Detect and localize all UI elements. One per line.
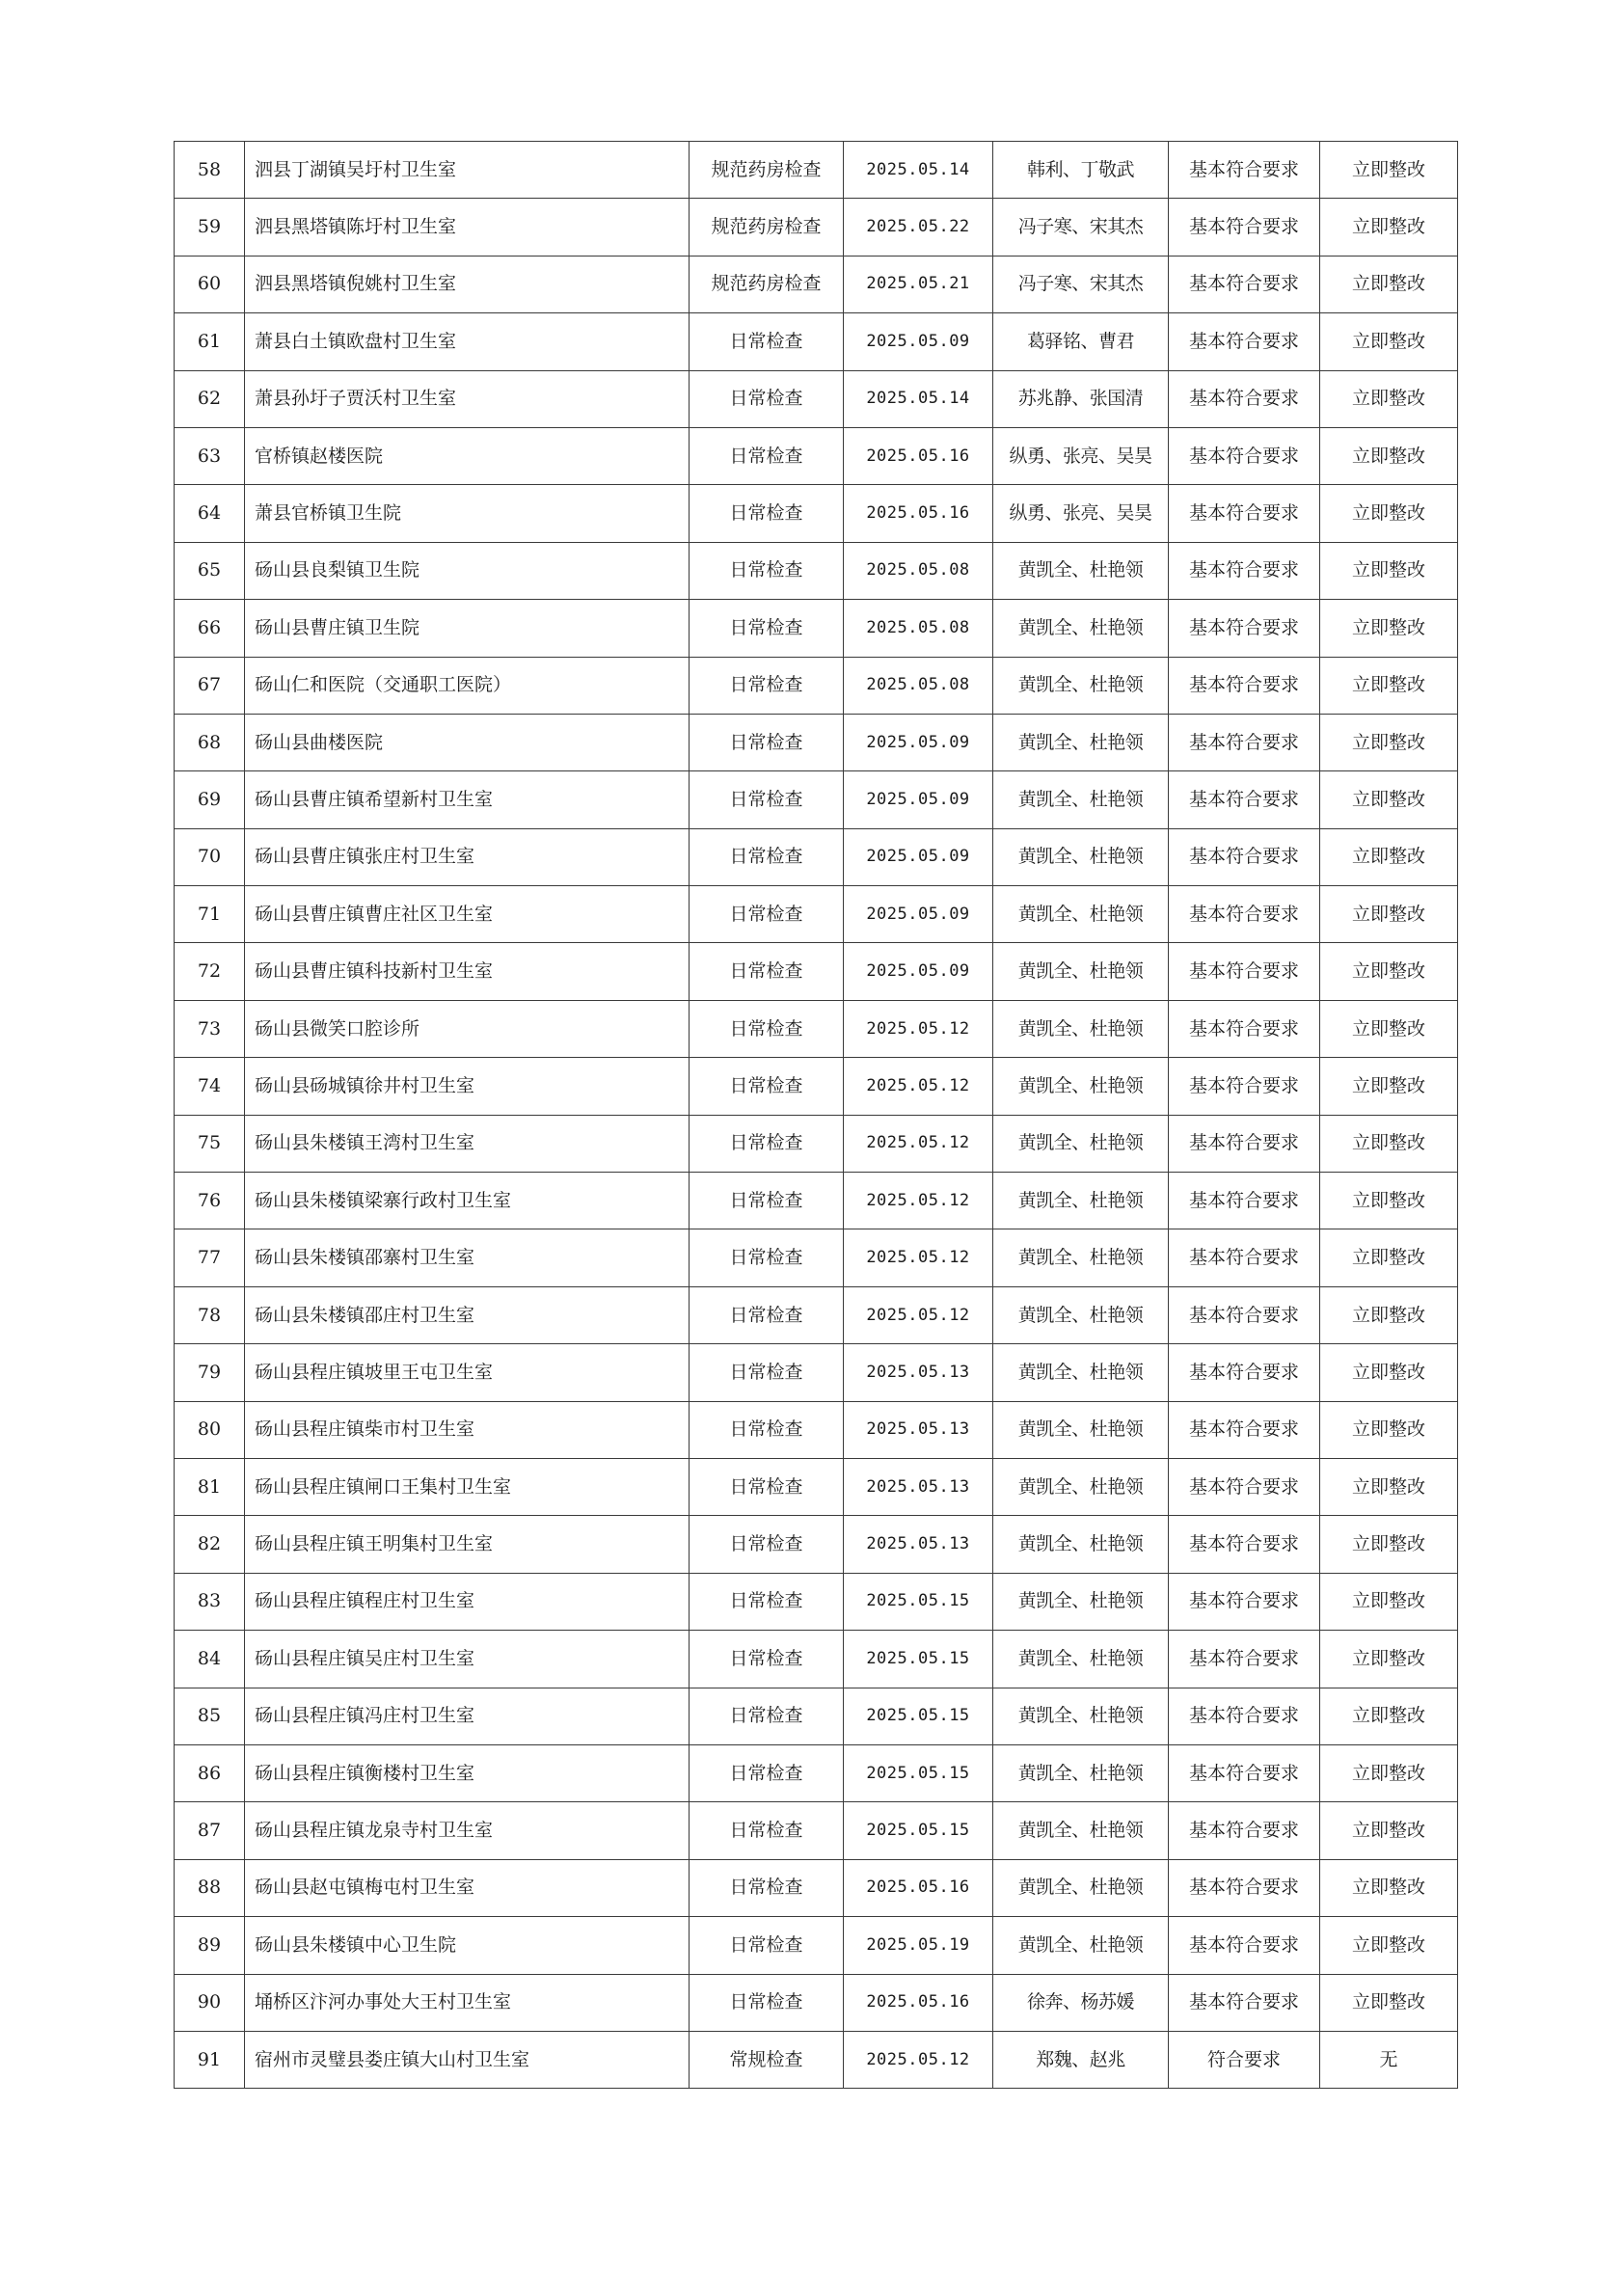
inspection-type: 日常检查: [690, 485, 844, 542]
inspectors: 黄凯全、杜艳领: [993, 1401, 1169, 1458]
facility-name: 砀山县程庄镇程庄村卫生室: [245, 1573, 690, 1630]
table-row: [175, 256, 1458, 312]
inspection-type: 日常检查: [690, 313, 844, 370]
table-row: [175, 1688, 1458, 1744]
inspectors: 黄凯全、杜艳领: [993, 828, 1169, 885]
inspection-result: 基本符合要求: [1169, 1917, 1320, 1974]
rectification-action: 立即整改: [1320, 1859, 1458, 1916]
rectification-action: 立即整改: [1320, 1917, 1458, 1974]
facility-name: 砀山县朱楼镇邵庄村卫生室: [245, 1286, 690, 1343]
inspection-type: 常规检查: [690, 2031, 844, 2088]
inspection-date: 2025.05.16: [844, 427, 993, 484]
inspection-result: 基本符合要求: [1169, 1229, 1320, 1286]
inspectors: 苏兆静、张国清: [993, 370, 1169, 427]
inspection-type: 规范药房检查: [690, 256, 844, 312]
facility-name: 砀山县朱楼镇王湾村卫生室: [245, 1115, 690, 1172]
table-row: [175, 1229, 1458, 1286]
inspection-type: 日常检查: [690, 1229, 844, 1286]
inspection-type: 日常检查: [690, 600, 844, 657]
rectification-action: 立即整改: [1320, 943, 1458, 1000]
table-row: [175, 1516, 1458, 1573]
inspection-table: [174, 141, 1458, 2089]
inspectors: 冯子寒、宋其杰: [993, 256, 1169, 312]
inspection-result: 基本符合要求: [1169, 714, 1320, 770]
inspection-result: 基本符合要求: [1169, 256, 1320, 312]
table-row: [175, 714, 1458, 770]
facility-name: 宿州市灵璧县娄庄镇大山村卫生室: [245, 2031, 690, 2088]
table-row: [175, 1573, 1458, 1630]
rectification-action: 立即整改: [1320, 1516, 1458, 1573]
inspection-result: 基本符合要求: [1169, 1344, 1320, 1401]
row-number: 86: [175, 1744, 245, 1801]
inspection-type: 日常检查: [690, 657, 844, 714]
table-row: [175, 370, 1458, 427]
row-number: 74: [175, 1058, 245, 1115]
row-number: 66: [175, 600, 245, 657]
inspection-date: 2025.05.08: [844, 600, 993, 657]
table-body: [175, 142, 1458, 2089]
table-row: [175, 1744, 1458, 1801]
inspection-date: 2025.05.08: [844, 542, 993, 599]
inspection-type: 日常检查: [690, 1000, 844, 1057]
facility-name: 砀山县程庄镇坡里王屯卫生室: [245, 1344, 690, 1401]
rectification-action: 立即整改: [1320, 142, 1458, 199]
inspection-date: 2025.05.19: [844, 1917, 993, 1974]
table-row: [175, 1401, 1458, 1458]
facility-name: 砀山县曲楼医院: [245, 714, 690, 770]
table-row: [175, 2031, 1458, 2088]
inspection-result: 基本符合要求: [1169, 1286, 1320, 1343]
facility-name: 砀山仁和医院（交通职工医院）: [245, 657, 690, 714]
inspection-date: 2025.05.15: [844, 1573, 993, 1630]
row-number: 87: [175, 1802, 245, 1859]
inspectors: 黄凯全、杜艳领: [993, 1058, 1169, 1115]
row-number: 75: [175, 1115, 245, 1172]
inspection-result: 基本符合要求: [1169, 1688, 1320, 1744]
rectification-action: 立即整改: [1320, 1458, 1458, 1515]
row-number: 70: [175, 828, 245, 885]
inspection-type: 规范药房检查: [690, 142, 844, 199]
facility-name: 泗县黑塔镇陈圩村卫生室: [245, 199, 690, 256]
inspection-result: 基本符合要求: [1169, 1401, 1320, 1458]
row-number: 72: [175, 943, 245, 1000]
rectification-action: 立即整改: [1320, 256, 1458, 312]
inspectors: 黄凯全、杜艳领: [993, 943, 1169, 1000]
inspection-type: 日常检查: [690, 1573, 844, 1630]
facility-name: 砀山县程庄镇吴庄村卫生室: [245, 1631, 690, 1688]
rectification-action: 立即整改: [1320, 485, 1458, 542]
inspection-type: 日常检查: [690, 714, 844, 770]
inspection-date: 2025.05.15: [844, 1802, 993, 1859]
rectification-action: 立即整改: [1320, 600, 1458, 657]
inspectors: 黄凯全、杜艳领: [993, 600, 1169, 657]
inspection-result: 基本符合要求: [1169, 1458, 1320, 1515]
rectification-action: 立即整改: [1320, 1802, 1458, 1859]
row-number: 62: [175, 370, 245, 427]
inspection-type: 日常检查: [690, 1917, 844, 1974]
table-row: [175, 1058, 1458, 1115]
facility-name: 砀山县曹庄镇希望新村卫生室: [245, 771, 690, 828]
row-number: 90: [175, 1974, 245, 2031]
inspectors: 郑魏、赵兆: [993, 2031, 1169, 2088]
table-row: [175, 1859, 1458, 1916]
table-row: [175, 199, 1458, 256]
facility-name: 萧县官桥镇卫生院: [245, 485, 690, 542]
rectification-action: 立即整改: [1320, 828, 1458, 885]
rectification-action: 立即整改: [1320, 714, 1458, 770]
inspectors: 黄凯全、杜艳领: [993, 1000, 1169, 1057]
inspection-result: 基本符合要求: [1169, 1802, 1320, 1859]
rectification-action: 立即整改: [1320, 886, 1458, 943]
inspection-date: 2025.05.12: [844, 1173, 993, 1229]
inspection-date: 2025.05.15: [844, 1688, 993, 1744]
row-number: 77: [175, 1229, 245, 1286]
facility-name: 砀山县朱楼镇中心卫生院: [245, 1917, 690, 1974]
row-number: 78: [175, 1286, 245, 1343]
inspection-date: 2025.05.09: [844, 943, 993, 1000]
facility-name: 泗县黑塔镇倪姚村卫生室: [245, 256, 690, 312]
inspection-type: 日常检查: [690, 1688, 844, 1744]
row-number: 64: [175, 485, 245, 542]
rectification-action: 立即整改: [1320, 1573, 1458, 1630]
inspection-type: 日常检查: [690, 1859, 844, 1916]
inspection-result: 基本符合要求: [1169, 1173, 1320, 1229]
facility-name: 砀山县曹庄镇科技新村卫生室: [245, 943, 690, 1000]
table-row: [175, 771, 1458, 828]
inspection-type: 日常检查: [690, 1631, 844, 1688]
inspectors: 黄凯全、杜艳领: [993, 1229, 1169, 1286]
facility-name: 砀山县程庄镇王明集村卫生室: [245, 1516, 690, 1573]
inspection-date: 2025.05.09: [844, 828, 993, 885]
inspection-type: 日常检查: [690, 1173, 844, 1229]
inspectors: 徐奔、杨苏媛: [993, 1974, 1169, 2031]
inspection-result: 基本符合要求: [1169, 657, 1320, 714]
rectification-action: 立即整改: [1320, 370, 1458, 427]
rectification-action: 立即整改: [1320, 1058, 1458, 1115]
inspection-date: 2025.05.09: [844, 886, 993, 943]
inspection-type: 日常检查: [690, 542, 844, 599]
facility-name: 萧县孙圩子贾沃村卫生室: [245, 370, 690, 427]
row-number: 63: [175, 427, 245, 484]
table-row: [175, 828, 1458, 885]
table-row: [175, 1286, 1458, 1343]
facility-name: 砀山县程庄镇龙泉寺村卫生室: [245, 1802, 690, 1859]
inspection-date: 2025.05.12: [844, 1229, 993, 1286]
row-number: 58: [175, 142, 245, 199]
table-row: [175, 142, 1458, 199]
inspectors: 黄凯全、杜艳领: [993, 1516, 1169, 1573]
inspection-result: 基本符合要求: [1169, 199, 1320, 256]
inspectors: 黄凯全、杜艳领: [993, 771, 1169, 828]
inspection-result: 基本符合要求: [1169, 600, 1320, 657]
inspection-type: 日常检查: [690, 771, 844, 828]
inspection-result: 基本符合要求: [1169, 1974, 1320, 2031]
facility-name: 砀山县微笑口腔诊所: [245, 1000, 690, 1057]
rectification-action: 立即整改: [1320, 1344, 1458, 1401]
inspectors: 黄凯全、杜艳领: [993, 1573, 1169, 1630]
table-row: [175, 542, 1458, 599]
inspection-type: 日常检查: [690, 1115, 844, 1172]
table-row: [175, 1802, 1458, 1859]
inspection-date: 2025.05.13: [844, 1344, 993, 1401]
rectification-action: 立即整改: [1320, 1631, 1458, 1688]
inspection-date: 2025.05.12: [844, 2031, 993, 2088]
inspectors: 黄凯全、杜艳领: [993, 1344, 1169, 1401]
inspection-result: 基本符合要求: [1169, 313, 1320, 370]
inspection-date: 2025.05.12: [844, 1115, 993, 1172]
table-row: [175, 313, 1458, 370]
row-number: 88: [175, 1859, 245, 1916]
inspection-type: 日常检查: [690, 427, 844, 484]
inspection-result: 基本符合要求: [1169, 943, 1320, 1000]
inspection-type: 日常检查: [690, 1344, 844, 1401]
inspection-date: 2025.05.16: [844, 485, 993, 542]
row-number: 85: [175, 1688, 245, 1744]
rectification-action: 立即整改: [1320, 771, 1458, 828]
inspection-date: 2025.05.13: [844, 1458, 993, 1515]
facility-name: 萧县白土镇欧盘村卫生室: [245, 313, 690, 370]
table-row: [175, 1173, 1458, 1229]
inspectors: 黄凯全、杜艳领: [993, 1802, 1169, 1859]
inspection-result: 基本符合要求: [1169, 828, 1320, 885]
rectification-action: 无: [1320, 2031, 1458, 2088]
inspection-type: 日常检查: [690, 943, 844, 1000]
inspection-type: 日常检查: [690, 1286, 844, 1343]
facility-name: 砀山县良梨镇卫生院: [245, 542, 690, 599]
inspection-result: 基本符合要求: [1169, 1058, 1320, 1115]
inspectors: 黄凯全、杜艳领: [993, 1917, 1169, 1974]
row-number: 73: [175, 1000, 245, 1057]
inspection-result: 基本符合要求: [1169, 1744, 1320, 1801]
row-number: 83: [175, 1573, 245, 1630]
inspectors: 黄凯全、杜艳领: [993, 657, 1169, 714]
inspection-type: 日常检查: [690, 1802, 844, 1859]
table-row: [175, 1631, 1458, 1688]
inspection-date: 2025.05.16: [844, 1974, 993, 2031]
rectification-action: 立即整改: [1320, 427, 1458, 484]
inspection-type: 日常检查: [690, 1458, 844, 1515]
table-row: [175, 886, 1458, 943]
inspection-date: 2025.05.21: [844, 256, 993, 312]
facility-name: 埇桥区汴河办事处大王村卫生室: [245, 1974, 690, 2031]
inspection-result: 基本符合要求: [1169, 1516, 1320, 1573]
inspection-result: 基本符合要求: [1169, 370, 1320, 427]
inspection-date: 2025.05.09: [844, 714, 993, 770]
inspectors: 黄凯全、杜艳领: [993, 1286, 1169, 1343]
facility-name: 砀山县朱楼镇邵寨村卫生室: [245, 1229, 690, 1286]
row-number: 65: [175, 542, 245, 599]
table-row: [175, 1344, 1458, 1401]
inspectors: 黄凯全、杜艳领: [993, 1458, 1169, 1515]
table-row: [175, 1458, 1458, 1515]
row-number: 61: [175, 313, 245, 370]
inspection-type: 日常检查: [690, 1058, 844, 1115]
table-row: [175, 1917, 1458, 1974]
table-row: [175, 943, 1458, 1000]
facility-name: 砀山县程庄镇闸口王集村卫生室: [245, 1458, 690, 1515]
inspectors: 黄凯全、杜艳领: [993, 542, 1169, 599]
inspection-date: 2025.05.09: [844, 313, 993, 370]
table-row: [175, 485, 1458, 542]
inspection-result: 基本符合要求: [1169, 485, 1320, 542]
facility-name: 砀山县赵屯镇梅屯村卫生室: [245, 1859, 690, 1916]
facility-name: 砀山县程庄镇柴市村卫生室: [245, 1401, 690, 1458]
row-number: 80: [175, 1401, 245, 1458]
rectification-action: 立即整改: [1320, 1974, 1458, 2031]
row-number: 68: [175, 714, 245, 770]
inspectors: 黄凯全、杜艳领: [993, 714, 1169, 770]
inspection-type: 日常检查: [690, 1744, 844, 1801]
inspectors: 黄凯全、杜艳领: [993, 1115, 1169, 1172]
facility-name: 砀山县曹庄镇张庄村卫生室: [245, 828, 690, 885]
inspectors: 冯子寒、宋其杰: [993, 199, 1169, 256]
inspection-date: 2025.05.15: [844, 1631, 993, 1688]
inspection-result: 基本符合要求: [1169, 427, 1320, 484]
facility-name: 官桥镇赵楼医院: [245, 427, 690, 484]
inspection-result: 基本符合要求: [1169, 1859, 1320, 1916]
row-number: 84: [175, 1631, 245, 1688]
inspection-type: 规范药房检查: [690, 199, 844, 256]
inspection-result: 基本符合要求: [1169, 771, 1320, 828]
inspectors: 黄凯全、杜艳领: [993, 1631, 1169, 1688]
inspection-date: 2025.05.22: [844, 199, 993, 256]
rectification-action: 立即整改: [1320, 199, 1458, 256]
inspection-date: 2025.05.12: [844, 1000, 993, 1057]
rectification-action: 立即整改: [1320, 542, 1458, 599]
inspectors: 纵勇、张亮、吴昊: [993, 485, 1169, 542]
inspection-date: 2025.05.15: [844, 1744, 993, 1801]
inspectors: 黄凯全、杜艳领: [993, 886, 1169, 943]
rectification-action: 立即整改: [1320, 1286, 1458, 1343]
inspection-date: 2025.05.13: [844, 1401, 993, 1458]
row-number: 79: [175, 1344, 245, 1401]
inspectors: 黄凯全、杜艳领: [993, 1173, 1169, 1229]
facility-name: 砀山县程庄镇衡楼村卫生室: [245, 1744, 690, 1801]
inspectors: 韩利、丁敬武: [993, 142, 1169, 199]
inspection-result: 基本符合要求: [1169, 1631, 1320, 1688]
inspection-result: 基本符合要求: [1169, 542, 1320, 599]
facility-name: 砀山县砀城镇徐井村卫生室: [245, 1058, 690, 1115]
rectification-action: 立即整改: [1320, 1000, 1458, 1057]
table-row: [175, 657, 1458, 714]
rectification-action: 立即整改: [1320, 1229, 1458, 1286]
table-row: [175, 1974, 1458, 2031]
inspection-date: 2025.05.12: [844, 1286, 993, 1343]
inspection-result: 基本符合要求: [1169, 1115, 1320, 1172]
inspection-result: 基本符合要求: [1169, 1000, 1320, 1057]
rectification-action: 立即整改: [1320, 1401, 1458, 1458]
inspection-type: 日常检查: [690, 1974, 844, 2031]
inspectors: 纵勇、张亮、吴昊: [993, 427, 1169, 484]
inspection-type: 日常检查: [690, 1516, 844, 1573]
row-number: 81: [175, 1458, 245, 1515]
inspection-date: 2025.05.14: [844, 370, 993, 427]
row-number: 60: [175, 256, 245, 312]
inspection-date: 2025.05.16: [844, 1859, 993, 1916]
row-number: 89: [175, 1917, 245, 1974]
table-row: [175, 1000, 1458, 1057]
row-number: 59: [175, 199, 245, 256]
inspectors: 黄凯全、杜艳领: [993, 1859, 1169, 1916]
row-number: 76: [175, 1173, 245, 1229]
rectification-action: 立即整改: [1320, 1173, 1458, 1229]
inspection-result: 基本符合要求: [1169, 886, 1320, 943]
table-row: [175, 1115, 1458, 1172]
rectification-action: 立即整改: [1320, 1744, 1458, 1801]
inspection-type: 日常检查: [690, 370, 844, 427]
inspection-type: 日常检查: [690, 886, 844, 943]
inspection-date: 2025.05.09: [844, 771, 993, 828]
inspection-result: 符合要求: [1169, 2031, 1320, 2088]
facility-name: 泗县丁湖镇吴圩村卫生室: [245, 142, 690, 199]
rectification-action: 立即整改: [1320, 1115, 1458, 1172]
facility-name: 砀山县曹庄镇卫生院: [245, 600, 690, 657]
inspection-date: 2025.05.13: [844, 1516, 993, 1573]
rectification-action: 立即整改: [1320, 1688, 1458, 1744]
inspection-result: 基本符合要求: [1169, 142, 1320, 199]
row-number: 71: [175, 886, 245, 943]
inspection-date: 2025.05.08: [844, 657, 993, 714]
inspection-result: 基本符合要求: [1169, 1573, 1320, 1630]
inspection-date: 2025.05.12: [844, 1058, 993, 1115]
inspectors: 黄凯全、杜艳领: [993, 1688, 1169, 1744]
row-number: 82: [175, 1516, 245, 1573]
table-row: [175, 600, 1458, 657]
facility-name: 砀山县朱楼镇梁寨行政村卫生室: [245, 1173, 690, 1229]
inspectors: 黄凯全、杜艳领: [993, 1744, 1169, 1801]
inspectors: 葛驿铭、曹君: [993, 313, 1169, 370]
inspection-date: 2025.05.14: [844, 142, 993, 199]
inspection-type: 日常检查: [690, 1401, 844, 1458]
inspection-type: 日常检查: [690, 828, 844, 885]
rectification-action: 立即整改: [1320, 657, 1458, 714]
row-number: 69: [175, 771, 245, 828]
rectification-action: 立即整改: [1320, 313, 1458, 370]
row-number: 91: [175, 2031, 245, 2088]
facility-name: 砀山县程庄镇冯庄村卫生室: [245, 1688, 690, 1744]
table-row: [175, 427, 1458, 484]
facility-name: 砀山县曹庄镇曹庄社区卫生室: [245, 886, 690, 943]
row-number: 67: [175, 657, 245, 714]
